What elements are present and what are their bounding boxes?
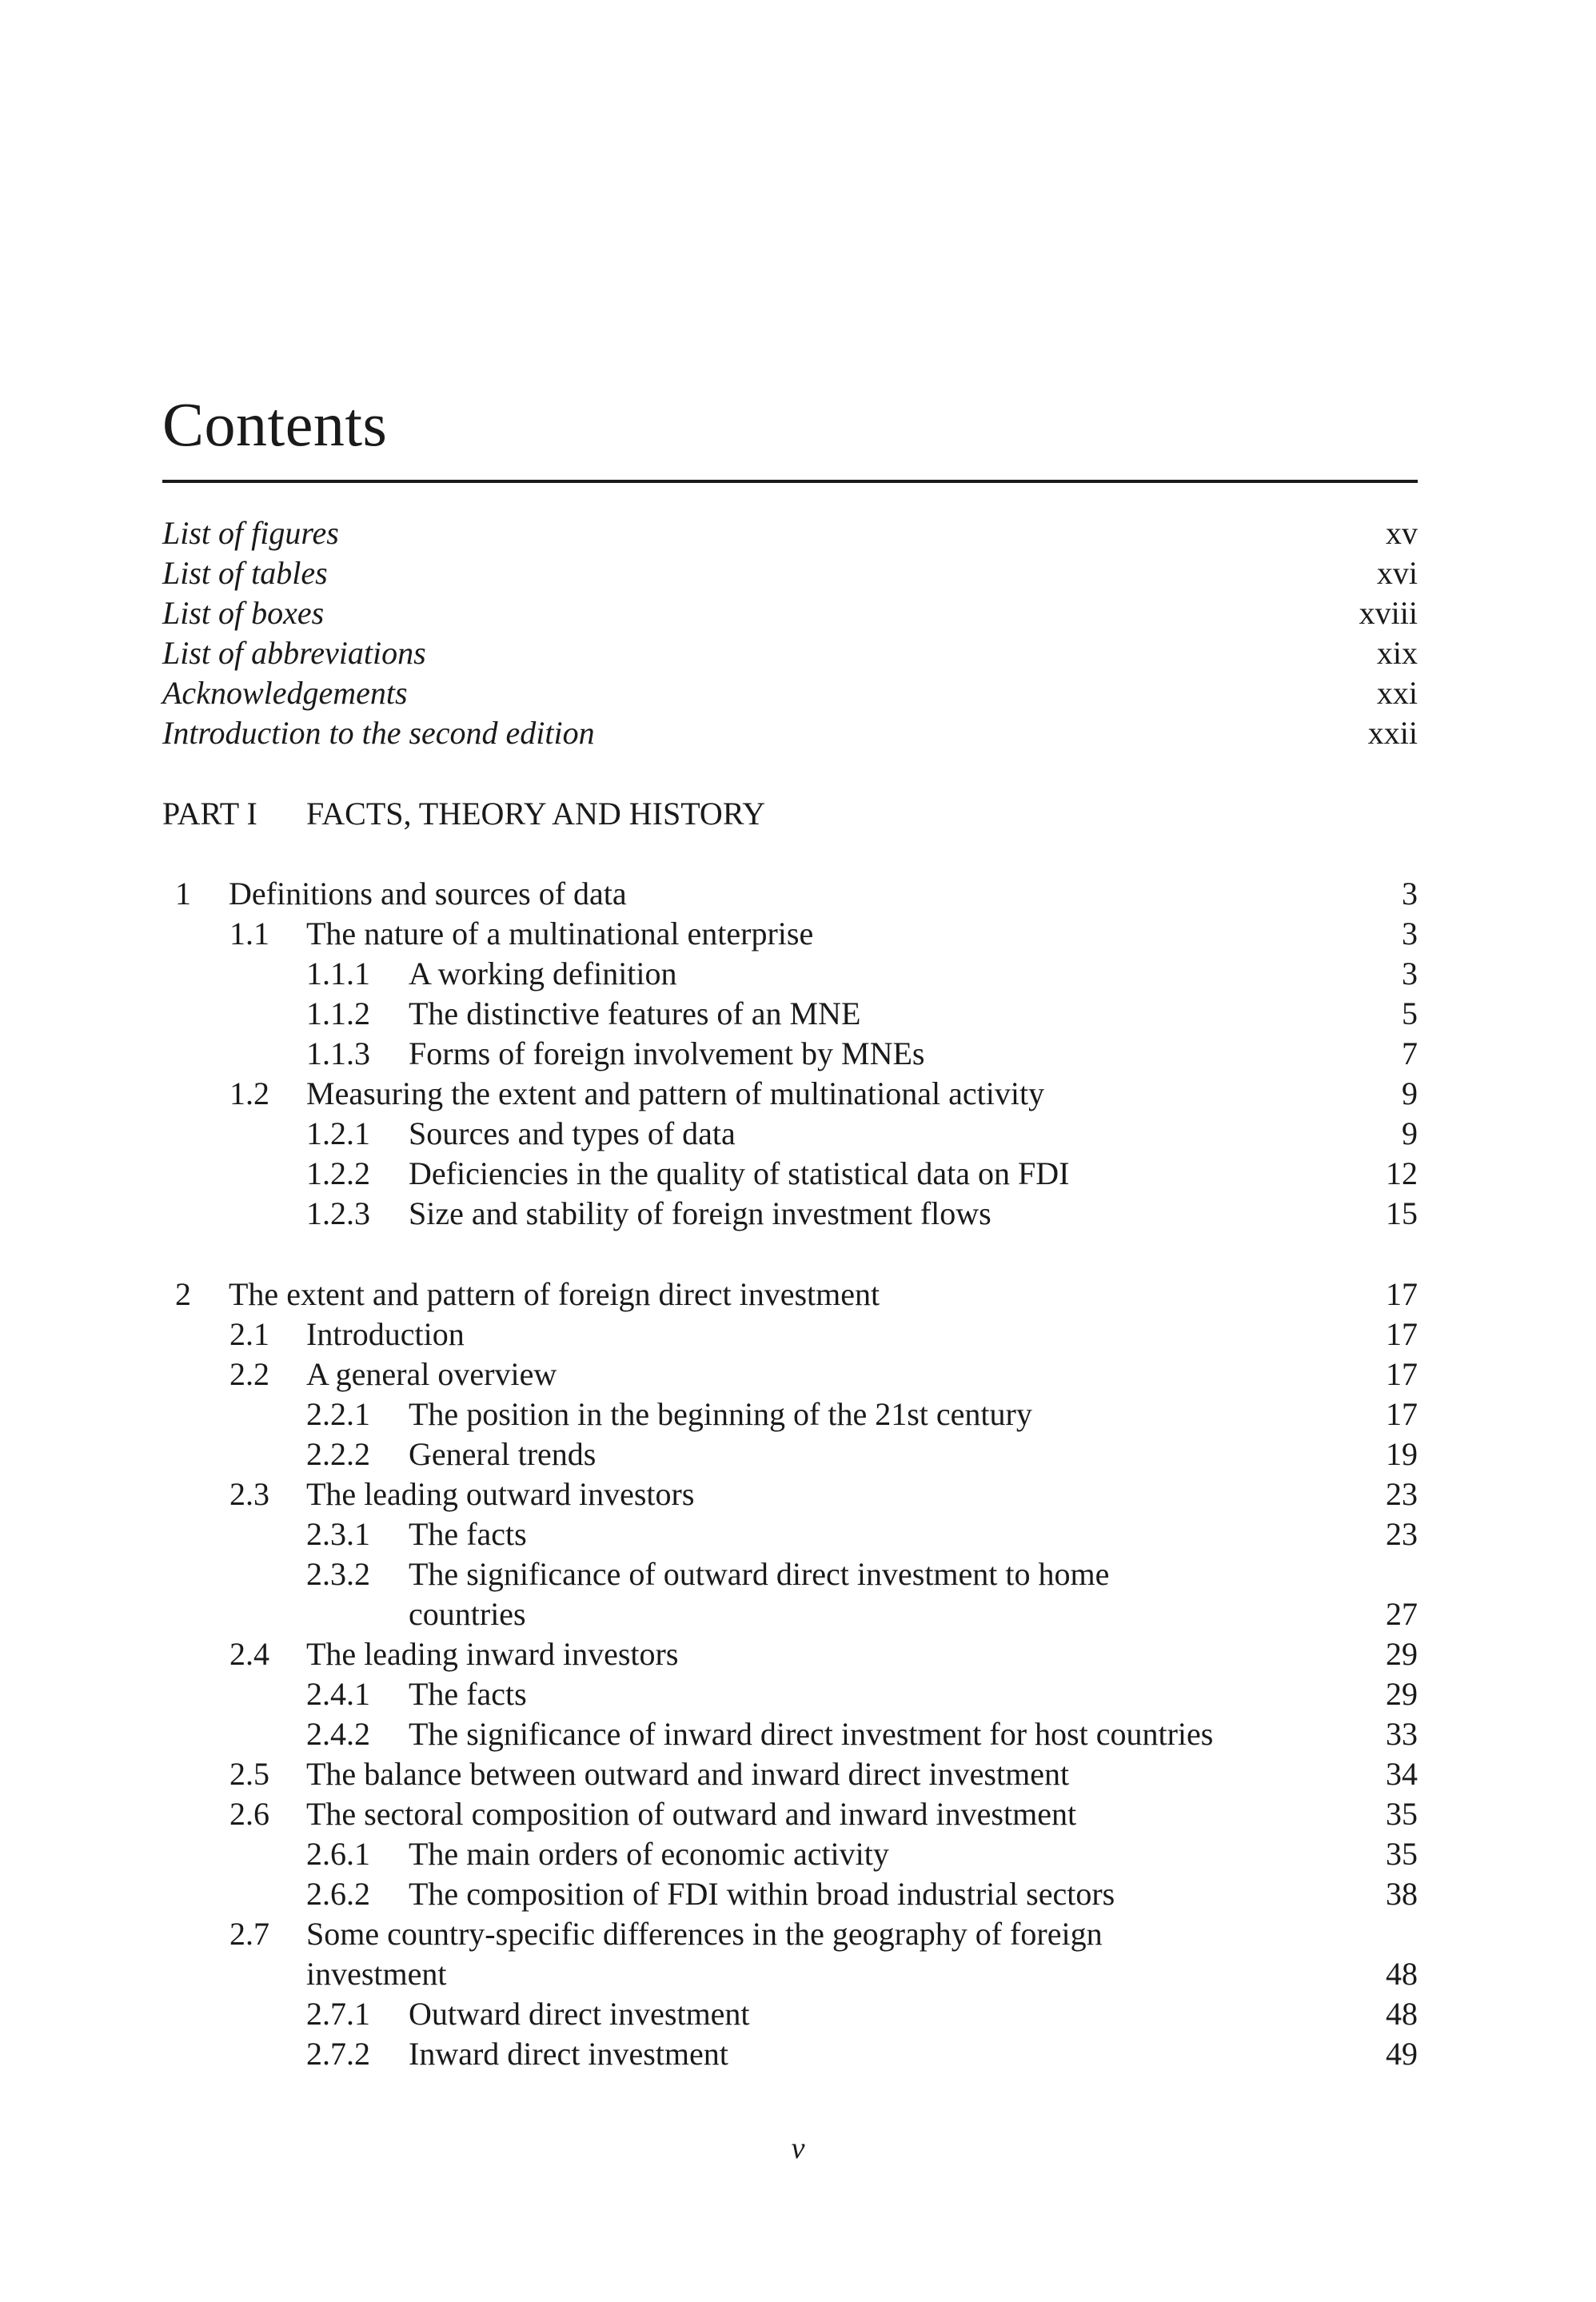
toc-front-entry[interactable] — [0, 673, 1596, 713]
toc-page-number: 48 — [1386, 1996, 1418, 2032]
toc-section-entry[interactable] — [0, 1354, 1596, 1394]
toc-entry-number: 2.7.2 — [306, 2036, 370, 2072]
toc-page-number: 9 — [1402, 1115, 1418, 1151]
toc-page-number: 38 — [1386, 1876, 1418, 1912]
toc-page-number: 23 — [1386, 1516, 1418, 1552]
toc-section-entry[interactable] — [0, 1474, 1596, 1514]
toc-page-number: 19 — [1386, 1436, 1418, 1472]
toc-section-entry-continued[interactable] — [0, 1954, 1596, 1994]
toc-entry-number: 1.2.3 — [306, 1195, 370, 1231]
toc-front-title: List of boxes — [162, 595, 325, 631]
toc-front-entry[interactable] — [0, 633, 1596, 673]
toc-subsection-entry[interactable] — [0, 1514, 1596, 1554]
toc-subsection-entry[interactable] — [0, 954, 1596, 994]
toc-entry-number: 2.5 — [229, 1756, 269, 1792]
toc-entry-number: 1.1.3 — [306, 1035, 370, 1071]
toc-entry-title: Sources and types of data — [409, 1115, 736, 1151]
toc-entry-title: Measuring the extent and pattern of multinational activity — [306, 1075, 1045, 1111]
toc-entry-number: 1.1 — [229, 916, 269, 952]
toc-page-number: xxii — [1367, 715, 1418, 751]
toc-entry-number: 2.7.1 — [306, 1996, 370, 2032]
part-title: FACTS, THEORY AND HISTORY — [306, 796, 766, 832]
toc-page-number: 29 — [1386, 1676, 1418, 1712]
toc-page-number: 23 — [1386, 1476, 1418, 1512]
part-heading[interactable] — [0, 794, 1596, 834]
toc-entry-title: Definitions and sources of data — [229, 876, 627, 912]
toc-entry-number: 1.2.2 — [306, 1155, 370, 1191]
part-label: PART I — [162, 796, 257, 832]
toc-page-number: 15 — [1386, 1195, 1418, 1231]
toc-page-number: 33 — [1386, 1716, 1418, 1752]
toc-front-title: List of figures — [162, 515, 339, 551]
toc-page-number: 17 — [1386, 1316, 1418, 1352]
toc-entry-title: The extent and pattern of foreign direct investment — [229, 1276, 880, 1312]
toc-subsection-entry[interactable] — [0, 1194, 1596, 1234]
toc-section-entry[interactable] — [0, 914, 1596, 954]
toc-section-entry[interactable] — [0, 1634, 1596, 1674]
toc-front-entry[interactable] — [0, 713, 1596, 753]
toc-page-number: xxi — [1376, 675, 1418, 711]
toc-subsection-entry[interactable] — [0, 1154, 1596, 1194]
toc-front-title: Introduction to the second edition — [162, 715, 595, 751]
toc-subsection-entry[interactable] — [0, 1394, 1596, 1434]
toc-subsection-entry-continued[interactable] — [0, 1594, 1596, 1634]
toc-page-number: 35 — [1386, 1836, 1418, 1872]
toc-entry-number: 1 — [175, 876, 191, 912]
toc-page-number: 17 — [1386, 1276, 1418, 1312]
toc-front-title: List of abbreviations — [162, 635, 426, 671]
toc-chapter-entry[interactable] — [0, 1275, 1596, 1315]
toc-entry-title: The significance of outward direct investment to home — [409, 1556, 1110, 1592]
toc-front-entry[interactable] — [0, 513, 1596, 553]
toc-subsection-entry[interactable] — [0, 1554, 1596, 1594]
toc-page-number: 5 — [1402, 995, 1418, 1031]
toc-entry-title: countries — [409, 1596, 526, 1632]
toc-entry-number: 2.2.1 — [306, 1396, 370, 1432]
toc-entry-title: The composition of FDI within broad industrial sectors — [409, 1876, 1115, 1912]
toc-subsection-entry[interactable] — [0, 1834, 1596, 1874]
toc-entry-title: The main orders of economic activity — [409, 1836, 889, 1872]
toc-entry-number: 2.6.2 — [306, 1876, 370, 1912]
toc-page-number: 29 — [1386, 1636, 1418, 1672]
toc-front-entry[interactable] — [0, 553, 1596, 593]
toc-subsection-entry[interactable] — [0, 994, 1596, 1034]
toc-subsection-entry[interactable] — [0, 1674, 1596, 1714]
toc-entry-title: The leading outward investors — [306, 1476, 695, 1512]
toc-entry-title: Outward direct investment — [409, 1996, 750, 2032]
toc-entry-number: 2.2 — [229, 1356, 269, 1392]
toc-page-number: 7 — [1402, 1035, 1418, 1071]
toc-page-number: 3 — [1402, 916, 1418, 952]
toc-chapter-entry[interactable] — [0, 874, 1596, 914]
toc-page-number: 9 — [1402, 1075, 1418, 1111]
toc-entry-title: A general overview — [306, 1356, 557, 1392]
toc-entry-title: The facts — [409, 1516, 527, 1552]
toc-entry-title: Some country-specific differences in the geography of foreign — [306, 1916, 1103, 1952]
page-title: Contents — [162, 389, 388, 459]
title-rule — [162, 480, 1418, 483]
toc-page-number: xv — [1386, 515, 1418, 551]
toc-section-entry[interactable] — [0, 1754, 1596, 1794]
toc-entry-number: 2.7 — [229, 1916, 269, 1952]
toc-entry-title: The balance between outward and inward direct investment — [306, 1756, 1070, 1792]
toc-entry-number: 2.6 — [229, 1796, 269, 1832]
toc-page-number: xvi — [1376, 555, 1418, 591]
toc-entry-number: 2.6.1 — [306, 1836, 370, 1872]
toc-entry-title: Deficiencies in the quality of statistical data on FDI — [409, 1155, 1070, 1191]
toc-subsection-entry[interactable] — [0, 1994, 1596, 2034]
toc-subsection-entry[interactable] — [0, 2034, 1596, 2074]
toc-subsection-entry[interactable] — [0, 1714, 1596, 1754]
toc-entry-title: Size and stability of foreign investment flows — [409, 1195, 992, 1231]
toc-entry-number: 2.2.2 — [306, 1436, 370, 1472]
toc-page-number: 34 — [1386, 1756, 1418, 1792]
toc-entry-title: The sectoral composition of outward and inward investment — [306, 1796, 1077, 1832]
toc-page-number: 3 — [1402, 956, 1418, 991]
toc-page-number: 27 — [1386, 1596, 1418, 1632]
toc-subsection-entry[interactable] — [0, 1034, 1596, 1074]
toc-entry-number: 2.1 — [229, 1316, 269, 1352]
toc-entry-title: Introduction — [306, 1316, 465, 1352]
toc-section-entry[interactable] — [0, 1914, 1596, 1954]
toc-front-title: Acknowledgements — [162, 675, 408, 711]
toc-entry-number: 1.1.2 — [306, 995, 370, 1031]
toc-page-number: xix — [1376, 635, 1418, 671]
toc-entry-title: The facts — [409, 1676, 527, 1712]
toc-page-number: 35 — [1386, 1796, 1418, 1832]
toc-entry-title: The position in the beginning of the 21st century — [409, 1396, 1032, 1432]
toc-page-number: 12 — [1386, 1155, 1418, 1191]
toc-page-number: 17 — [1386, 1356, 1418, 1392]
toc-entry-number: 2.3.2 — [306, 1556, 370, 1592]
toc-entry-title: investment — [306, 1956, 447, 1992]
toc-entry-number: 2.3 — [229, 1476, 269, 1512]
toc-front-title: List of tables — [162, 555, 328, 591]
toc-entry-title: Forms of foreign involvement by MNEs — [409, 1035, 925, 1071]
toc-page-number: xviii — [1359, 595, 1418, 631]
toc-entry-title: Inward direct investment — [409, 2036, 728, 2072]
toc-entry-number: 2.4 — [229, 1636, 269, 1672]
toc-subsection-entry[interactable] — [0, 1114, 1596, 1154]
toc-section-entry[interactable] — [0, 1074, 1596, 1114]
toc-section-entry[interactable] — [0, 1794, 1596, 1834]
toc-entry-title: A working definition — [409, 956, 677, 991]
toc-entry-number: 1.1.1 — [306, 956, 370, 991]
toc-entry-title: The distinctive features of an MNE — [409, 995, 861, 1031]
toc-page-number: 17 — [1386, 1396, 1418, 1432]
page-folio: v — [791, 2132, 805, 2165]
toc-entry-number: 2.3.1 — [306, 1516, 370, 1552]
toc-entry-number: 1.2.1 — [306, 1115, 370, 1151]
toc-entry-number: 2 — [175, 1276, 191, 1312]
toc-entry-title: The significance of inward direct investment for host countries — [409, 1716, 1214, 1752]
toc-entry-title: The leading inward investors — [306, 1636, 679, 1672]
toc-front-entry[interactable] — [0, 593, 1596, 633]
toc-page-number: 48 — [1386, 1956, 1418, 1992]
toc-subsection-entry[interactable] — [0, 1434, 1596, 1474]
toc-entry-title: General trends — [409, 1436, 597, 1472]
toc-page-number: 49 — [1386, 2036, 1418, 2072]
toc-page-number: 3 — [1402, 876, 1418, 912]
toc-entry-number: 2.4.1 — [306, 1676, 370, 1712]
toc-entry-number: 1.2 — [229, 1075, 269, 1111]
toc-entry-number: 2.4.2 — [306, 1716, 370, 1752]
toc-subsection-entry[interactable] — [0, 1874, 1596, 1914]
toc-entry-title: The nature of a multinational enterprise — [306, 916, 814, 952]
toc-section-entry[interactable] — [0, 1315, 1596, 1354]
